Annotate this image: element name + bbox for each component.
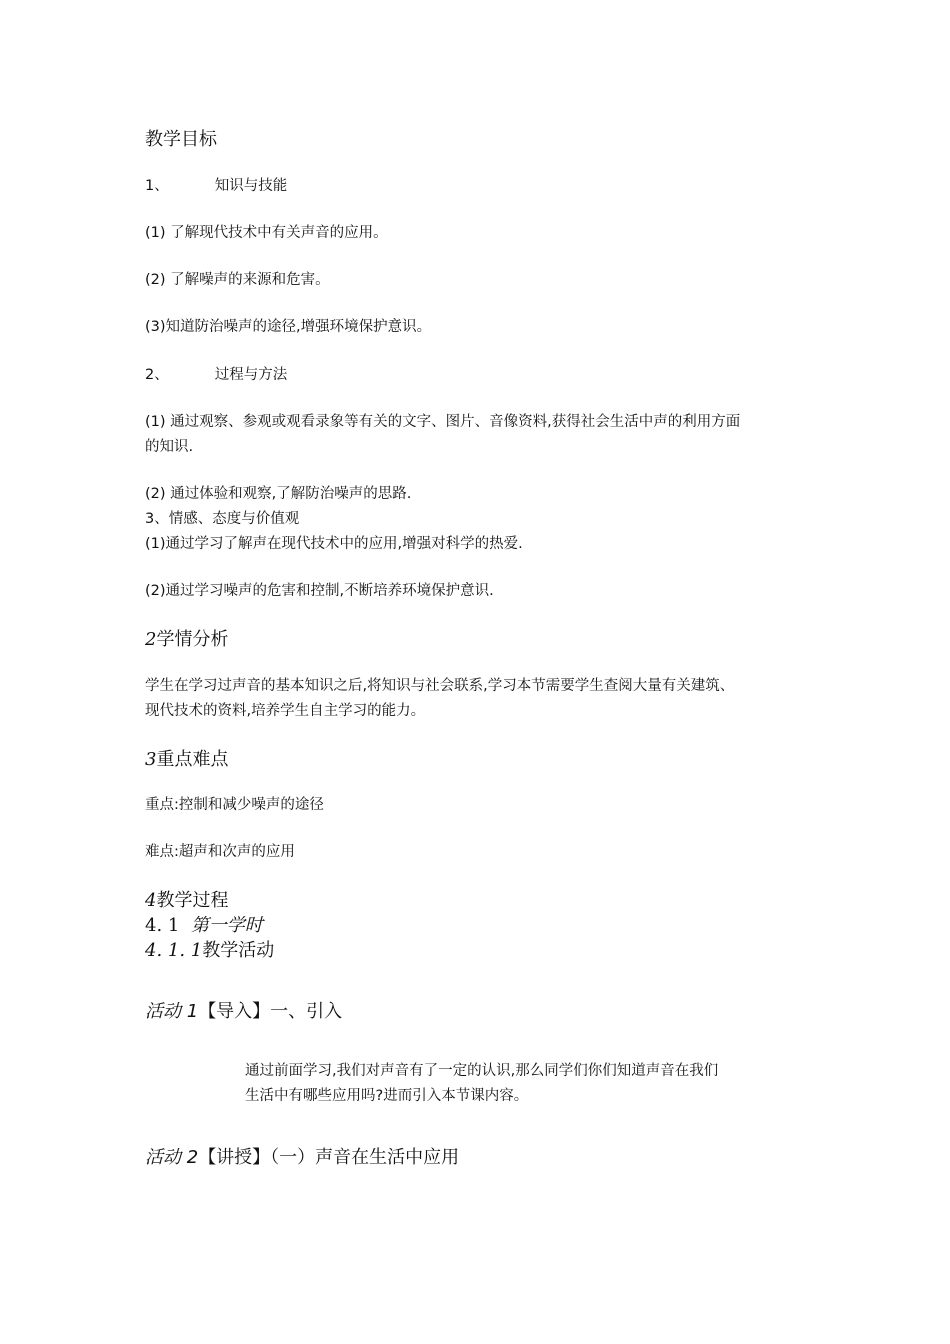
activity-paragraph-line: 通过前面学习,我们对声音有了一定的认识,那么同学们你们知道声音在我们: [245, 1063, 719, 1079]
section-number: 4: [145, 890, 157, 911]
activity-title: 【讲授】（一）声音在生活中应用: [198, 1147, 460, 1168]
list-item: (2)通过学习噪声的危害和控制,不断培养环境保护意识.: [145, 583, 494, 599]
key-point: 重点:控制和减少噪声的途径: [145, 797, 324, 813]
list-item-continuation: 的知识.: [145, 439, 194, 455]
subsection-1-heading: [145, 174, 287, 195]
section-title: 学情分析: [156, 629, 229, 650]
activity-2-heading: [145, 1143, 459, 1169]
section-number: 3: [145, 749, 157, 770]
list-item: (1) 通过观察、参观或观看录象等有关的文字、图片、音像资料,获得社会生活中声的利用方面: [145, 414, 741, 430]
section-heading-teaching-process: [145, 886, 228, 912]
activity-prefix: 活动 1: [145, 1001, 199, 1022]
activity-title: 【导入】一、引入: [198, 1001, 343, 1022]
paragraph-line: 学生在学习过声音的基本知识之后,将知识与社会联系,学习本节需要学生查阅大量有关建筑、: [145, 678, 735, 694]
difficult-point: 难点:超声和次声的应用: [145, 844, 295, 860]
section-title: 重点难点: [156, 749, 229, 770]
subheading-title: 第一学时: [190, 915, 263, 936]
subsection-title: 过程与方法: [214, 367, 288, 383]
paragraph-line: 现代技术的资料,培养学生自主学习的能力。: [145, 703, 426, 719]
subsection-title: 知识与技能: [214, 178, 288, 194]
list-item: (1)通过学习了解声在现代技术中的应用,增强对科学的热爱.: [145, 536, 523, 552]
section-heading-key-points: [145, 745, 228, 771]
activity-paragraph-line: 生活中有哪些应用吗?进而引入本节课内容。: [245, 1088, 529, 1104]
subsection-2-heading: [145, 363, 287, 384]
list-item: (3)知道防治噪声的途径,增强环境保护意识。: [145, 319, 432, 335]
list-item: (1) 了解现代技术中有关声音的应用。: [145, 225, 388, 241]
section-number: 2: [145, 629, 157, 650]
list-item: (2) 了解噪声的来源和危害。: [145, 272, 330, 288]
subsection-number: 1、: [145, 178, 169, 194]
subheading-number: 4. 1. 1: [145, 940, 203, 961]
activity-1-heading: [145, 997, 342, 1023]
subsection-3-heading: 3、情感、态度与价值观: [145, 511, 300, 527]
section-heading-teaching-goals: 教学目标: [145, 129, 217, 150]
subheading-teaching-activities: [145, 936, 274, 962]
subheading-title: 教学活动: [202, 940, 275, 961]
subheading-first-lesson: [145, 911, 263, 937]
section-heading-student-analysis: [145, 625, 228, 651]
section-title: 教学过程: [156, 890, 229, 911]
subheading-number: 4. 1: [145, 915, 180, 936]
activity-prefix: 活动 2: [145, 1147, 199, 1168]
list-item: (2) 通过体验和观察,了解防治噪声的思路.: [145, 486, 412, 502]
subsection-number: 2、: [145, 367, 169, 383]
